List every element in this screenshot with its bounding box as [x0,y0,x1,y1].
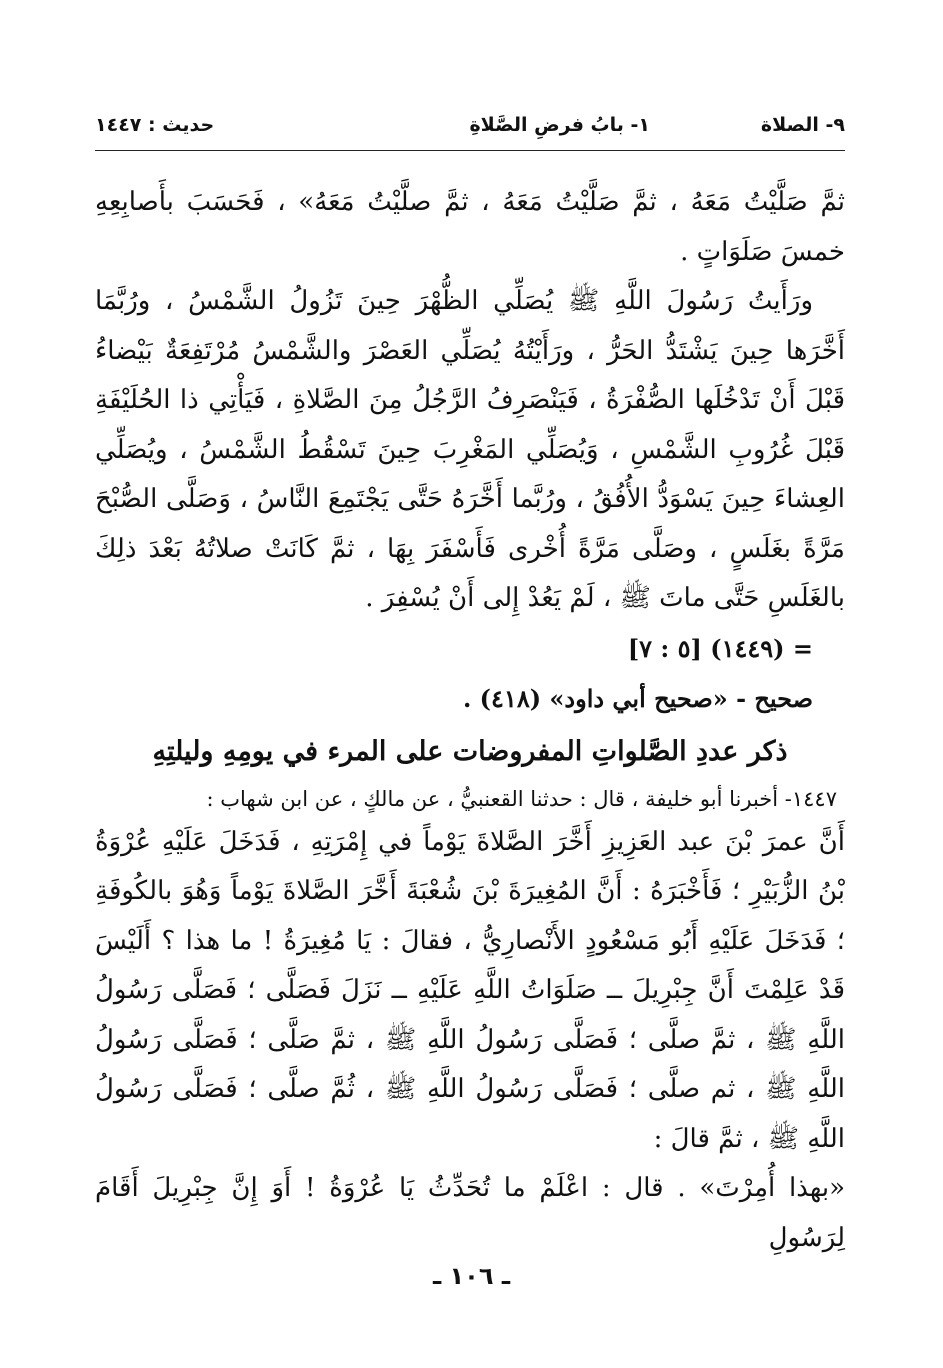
hadith-grade-line: صحيح - «صحيح أبي داود» (٤١٨) . [462,683,813,713]
header-divider [95,150,845,151]
header-hadith-number: حديث : ١٤٤٧ [95,114,215,136]
page-body [95,178,845,1263]
chapter-heading: ذكر عددِ الصَّلواتِ المفروضات على المرء في يومِهِ وليلتِهِ [152,735,788,767]
header-chapter-title: ١- بابُ فرضِ الصَّلاةِ [469,114,650,136]
text-paragraph-continuation: ثمَّ صَلَّيْتُ مَعَهُ ، ثمَّ صَلَّيْتُ مَعَهُ ، ثمَّ صلَّيْتُ مَعَهُ» ، فَحَسَبَ بأَصابِعِهِ خمسَ صَلَوَاتٍ . [95,187,845,267]
text-paragraph-prayer-times: ورَأَيتُ رَسُولَ اللَّهِ ﷺ يُصَلِّي الظُّهْرَ حِينَ تَزُولُ الشَّمْسُ ، ورُبَّمَا أَخَّرَها حِينَ يَشْتَدُّ الحَرُّ ، ورَأَيْتُهُ يُصَلِّي العَصْرَ والشَّمْسُ مُرْتَفِعَةٌ بَيْضاءُ قَبْلَ أَنْ تَدْخُلَها الصُّفْرَةُ ، فَيَنْصَرِفُ الرَّجُلُ مِنَ الصَّلاةِ ، فَيَأْتِي ذا الحُلَيْفَةِ قَبْلَ غُرُوبِ الشَّمْسِ ، وَيُصَلِّي المَغْرِبَ حِينَ تَسْقُطُ الشَّمْسُ ، ويُصَلِّي العِشاءَ حِينَ يَسْوَدُّ الأُفُقُ ، ورُبَّما أَخَّرَهُ حَتَّى يَجْتَمِعَ النَّاسُ ، وَصَلَّى الصُّبْحَ مَرَّةً بغَلَسٍ ، وصَلَّى مَرَّةً أُخْرى فَأَسْفَرَ بِهَا ، ثمَّ كَانَتْ صلاتُهُ بَعْدَ ذلِكَ بالغَلَسِ حَتَّى ماتَ ﷺ ، لَمْ يَعُدْ إِلى أَنْ يُسْفِرَ . [95,286,845,613]
cross-reference-line: = (١٤٤٩) [٥ : ٧] [627,633,813,663]
text-paragraph-hadith-continuation: «بهذا أُمِرْتَ» . قال : اعْلَمْ ما تُحَدِّثُ يَا عُرْوَةُ ! أَوَ إِنَّ جِبْرِيلَ أَقَامَ لِرَسُولِ [95,1173,845,1253]
page-number: ـ ١٠٦ ـ [432,1262,511,1290]
header-section-title: ٩- الصلاة [760,114,845,136]
hadith-isnad: ١٤٤٧- أخبرنا أبو خليفة ، قال : حدثنا القعنبيُّ ، عن مالكٍ ، عن ابن شهاب : [206,786,837,811]
running-header [95,110,845,146]
text-paragraph-hadith-matn: أَنَّ عمرَ بْنَ عبد العَزِيزِ أَخَّرَ الصَّلاةَ يَوْماً في إِمْرَتِهِ ، فَدَخَلَ عَلَيْهِ عُرْوَةُ بْنُ الزُّبَيْرِ ؛ فَأَخْبَرَهُ : أَنَّ المُغِيرَةَ بْنَ شُعْبَةَ أَخَّرَ الصَّلاةَ يَوْماً وَهُوَ بالكُوفَةِ ؛ فَدَخَلَ عَلَيْهِ أَبُو مَسْعُودٍ الأَنْصارِيُّ ، فقالَ : يَا مُغِيرَةُ ! ما هذا ؟ أَلَيْسَ قَدْ عَلِمْتَ أَنَّ جِبْرِيلَ ــ صَلَوَاتُ اللَّهِ عَلَيْهِ ــ نَزَلَ فَصَلَّى ؛ فَصَلَّى رَسُولُ اللَّهِ ﷺ ، ثمَّ صلَّى ؛ فَصَلَّى رَسُولُ اللَّهِ ﷺ ، ثمَّ صَلَّى ؛ فَصَلَّى رَسُولُ اللَّهِ ﷺ ، ثم صلَّى ؛ فَصَلَّى رَسُولُ اللَّهِ ﷺ ، ثُمَّ صلَّى ؛ فَصَلَّى رَسُولُ اللَّهِ ﷺ ، ثمَّ قالَ : [95,826,845,1154]
